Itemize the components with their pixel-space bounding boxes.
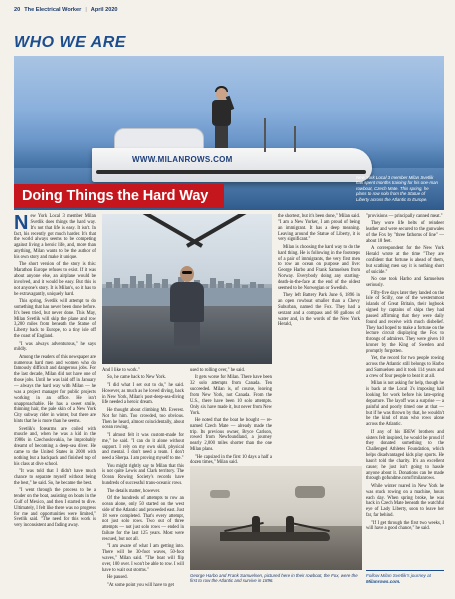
paragraph: No one took Harbo and Samuelsen seriously. [366,277,444,289]
paragraph: The details matter, however. [107,488,161,494]
paragraph: He paused. [107,575,128,581]
article-column-5 [366,214,444,594]
drop-cap: N [14,212,29,234]
paragraph: "I did what I set out to do," he said. However, as much as he loved diving, back in New York, Milan's post-deep-sea-diving life needed a heroic dream. [102,382,184,406]
paragraph: He thought about climbing Mt. Everest. Not for him. Too crowded, too obvious. Then he heard, almost coincidentally, about ocean rowing. [102,407,184,431]
paragraph: So, he came back to New York. [107,375,166,381]
paragraph: "At some point you will have to get [107,582,174,588]
follow-box [366,570,444,584]
hero-caption: New York Local 3 member Milan Svetlik has spent months training for his one-man rowboat, Czech Mate. This spring, he plans to row solo from the Statue of Liberty across the Atlantic to Europe. [356,174,439,202]
follow-text: Follow Milan Svetlik's journey at [366,573,431,578]
boat-rail [294,126,296,152]
historic-photo-caption: George Harbo and Frank Samuelsen, pictured here in their rowboat, the Fox, were the first to row the Atlantic and survive in 1896. [190,573,358,584]
paragraph: "I was always adventurous," he says mildly. [14,341,96,353]
rower-figure [168,266,206,346]
paragraph: You might rightly say to Milan that this is not quite Lewis and Clark territory. The Ocean Rowing Society's records have hundreds of successful trans-oceanic rows. [102,463,184,487]
paragraph: Yet, the record for two people rowing across the Atlantic still belongs to Harbo and Samuelsen and it took 114 years and a crew of four people to beat it at all. [366,356,444,379]
boat-rail [264,118,266,152]
paragraph: If any of his IBEW brothers and sisters felt inspired, he would be proud if they donated something to the Challenged Athletes Foundation, which helps disadvantaged kids play sports. He hasn't told the charity. It's an excellent cause; he just isn't going to hassle anyone about it. Donations can be made through gofundme.com/f/milanrows. [366,429,444,482]
hull-stripe [96,170,366,174]
article-column-4 [278,214,360,594]
separator: | [85,7,87,13]
paragraph: "If I get through the first two weeks, I will have a good chance," he said. [366,520,444,532]
paragraph: The short version of the story is this: Marathon Europe refuses to exist. If it was about anyone else, an airplane would be involved, and it would be easy. But this is not anyone's story. It is Milan's, so it has to be extravagantly, uniquely hard. [14,262,96,297]
paragraph: "He capsized in the first 10 days a half a dozen times," Milan said. [190,454,272,466]
running-head [14,4,444,16]
page-number: 20 [14,7,21,13]
paragraph: "I am aware of what I am getting into. There will be 30-foot waves, 50-foot waves," Milan said. "The boat will flip over, 100 over. I won't be able to row. I will have to wait out storms." [102,544,184,573]
paragraph: New York Local 3 member Milan Svetlik does things the hard way. It's not that life is easy. It isn't. In fact, his recently got much harder. It's that the world always seems to be competing against living a heroic life, and, more than anything, Milan wants to be the author of his own story and make it unique. [14,212,96,260]
paragraph: "provisions — principally canned meat." [366,214,443,219]
paragraph: It gets worse for Milan. There have been 32 solo attempts from Canada. Ten succeeded. Milan is, of course, leaving from New York, not Canada. From the U.S., there have been 10 solo attempts. Only six have made it, but never from New York. [190,375,272,416]
paragraph: Milan is not asking for help, though he is back at the Local 3's imposing hall looking for work before his late-spring departure. The layoff was a surprise — a painful and poorly timed one at that — but if he was thrown by that, he wouldn't be the kind of man who rows alone across the Atlantic. [366,381,444,428]
paragraph: They wore life belts of reindeer leather and were secured to the gunwales of the Fox by "three fathoms of line" — about 18 feet. [366,221,444,244]
paragraph: They left Battery Park June 6, 1896 in an open rowboat smaller than a Chevy Suburban, named the Fox. They had a sextant and a compass and 60 gallons of water and, in the words of the New York Herald, [278,293,360,328]
headline: Doing Things the Hard Way [22,188,209,204]
section-label: WHO WE ARE [14,34,126,51]
paragraph: used to rolling over," he said. [190,368,245,373]
paragraph: "I almost felt it was custom-made for me," he said. "I can do it alone without support. I rely on my own skill, physical and mental. I don't need a team. I don't need a Sherpa. I am proving myself to me." [102,432,184,462]
paragraph: A correspondent for the New York Herald wrote at the time "They are confident that fortune is ahead of them, but scathing men say it is nothing short of suicide." [366,246,444,275]
issue-date: April 2020 [90,7,118,13]
paragraph: He noted that the boat he bought — re-named Czech Mate — already made the trip. Its previous owner, Bryce Carlson, rowed from Newfoundland, a journey nearly 2,000 miles shorter than the one Milan plans. [190,417,272,453]
paragraph: Fifty-five days later they landed on the Isle of Scilly, one of the westernmost islands of Great Britain, their logbook signed by captains of ships they had passed affirming that they were daily found and receive with much disbelief. They had hoped to make a fortune on the lecture circuit displaying the Fox to throngs of admirers. They were given 10 kroner by the King of Sweden and promptly forgotten. [366,290,444,354]
paragraph: While winter roared in New York he was stuck rowing on a machine, hours each day. When spring broke, he was back in Czech Mate beneath the watchful eye of Lady Liberty, soon to leave her far, far behind. [366,483,444,519]
paragraph: "It was told that I didn't have much chance to separate myself without being the best," he said. So, he became the best. [14,469,96,486]
article-column-2 [102,368,184,594]
paragraph: Svetlik's forearms are coiled with muscle and, when he was a kid in the 1980s in Czechoslovakia, he improbably dreamt of becoming a deep-sea diver. He came to the United States in 2000 with nothing but a backpack and finished top of his class at dive school. [14,426,96,467]
paragraph: Of the hundreds of attempts to row an ocean alone, only 50 started on the west side of the Atlantic and proceeded east. Just 18 were completed. That's every attempt, not just solo rows. Two out of three attempts — not just solo rows — ended in failure for the last 125 years. Most were rescued, but not all. [102,496,185,542]
article-column-1 [14,214,96,594]
paragraph: the shortest, but it's been done," Milan said. "I am a New Yorker, I am proud of being an immigrant. It has a deep meaning. Leaving around the Statue of Liberty, it is very significant." [278,214,360,243]
rower-figure [210,88,232,148]
paragraph: Milan is choosing the hard way to do the hard thing. He is following in the footsteps of a pair of immigrants, the very first men to row an ocean on purpose and live: George Harbo and Frank Samuelsen from Norway. Everybody doing any starting-death-in-the-face at the end of the oldest seemed to be Norwegian or Swedish. [278,244,360,291]
paragraph: "I went through the process to be a tender on the boat, assisting on boats in the Gulf of Mexico, and then I started to dive. Ultimately, I felt like there was no progress for me and opportunities were limited," Svetlik said. "The need for this work is very inconsistent and fading away. [14,488,96,529]
follow-link[interactable]: Milanrows.com. [366,578,401,584]
publication-name: The Electrical Worker [24,7,82,13]
headline-banner [14,184,224,208]
paragraph: And I like to work." [102,368,140,373]
hull-website-text: WWW.MILANROWS.COM [132,155,233,164]
boat-hull [92,148,372,182]
paragraph: Among the readers of this newspaper are numerous hard men and women who do famously difficult and dangerous jobs. For the last decade, Milan did not have one of those jobs. Until he was laid off in January — always the hard way with Milan — he was a project manager for public projects working in an office. He isn't unapproachable. He has a sweet smile, thinning hair, the pale skin of a New York City subway rider in winter, but there are hints that he is more than he seems. [14,354,96,425]
paragraph: This spring, Svetlik will attempt to do something that has never been done before. It's been tried, but never done. This May, Milan Svetlik will skip the plane and row 3,200 miles from beneath the Statue of Liberty back to Europe, to a tiny isle off the coast of England. [14,299,96,340]
rowing-photo [102,214,272,364]
